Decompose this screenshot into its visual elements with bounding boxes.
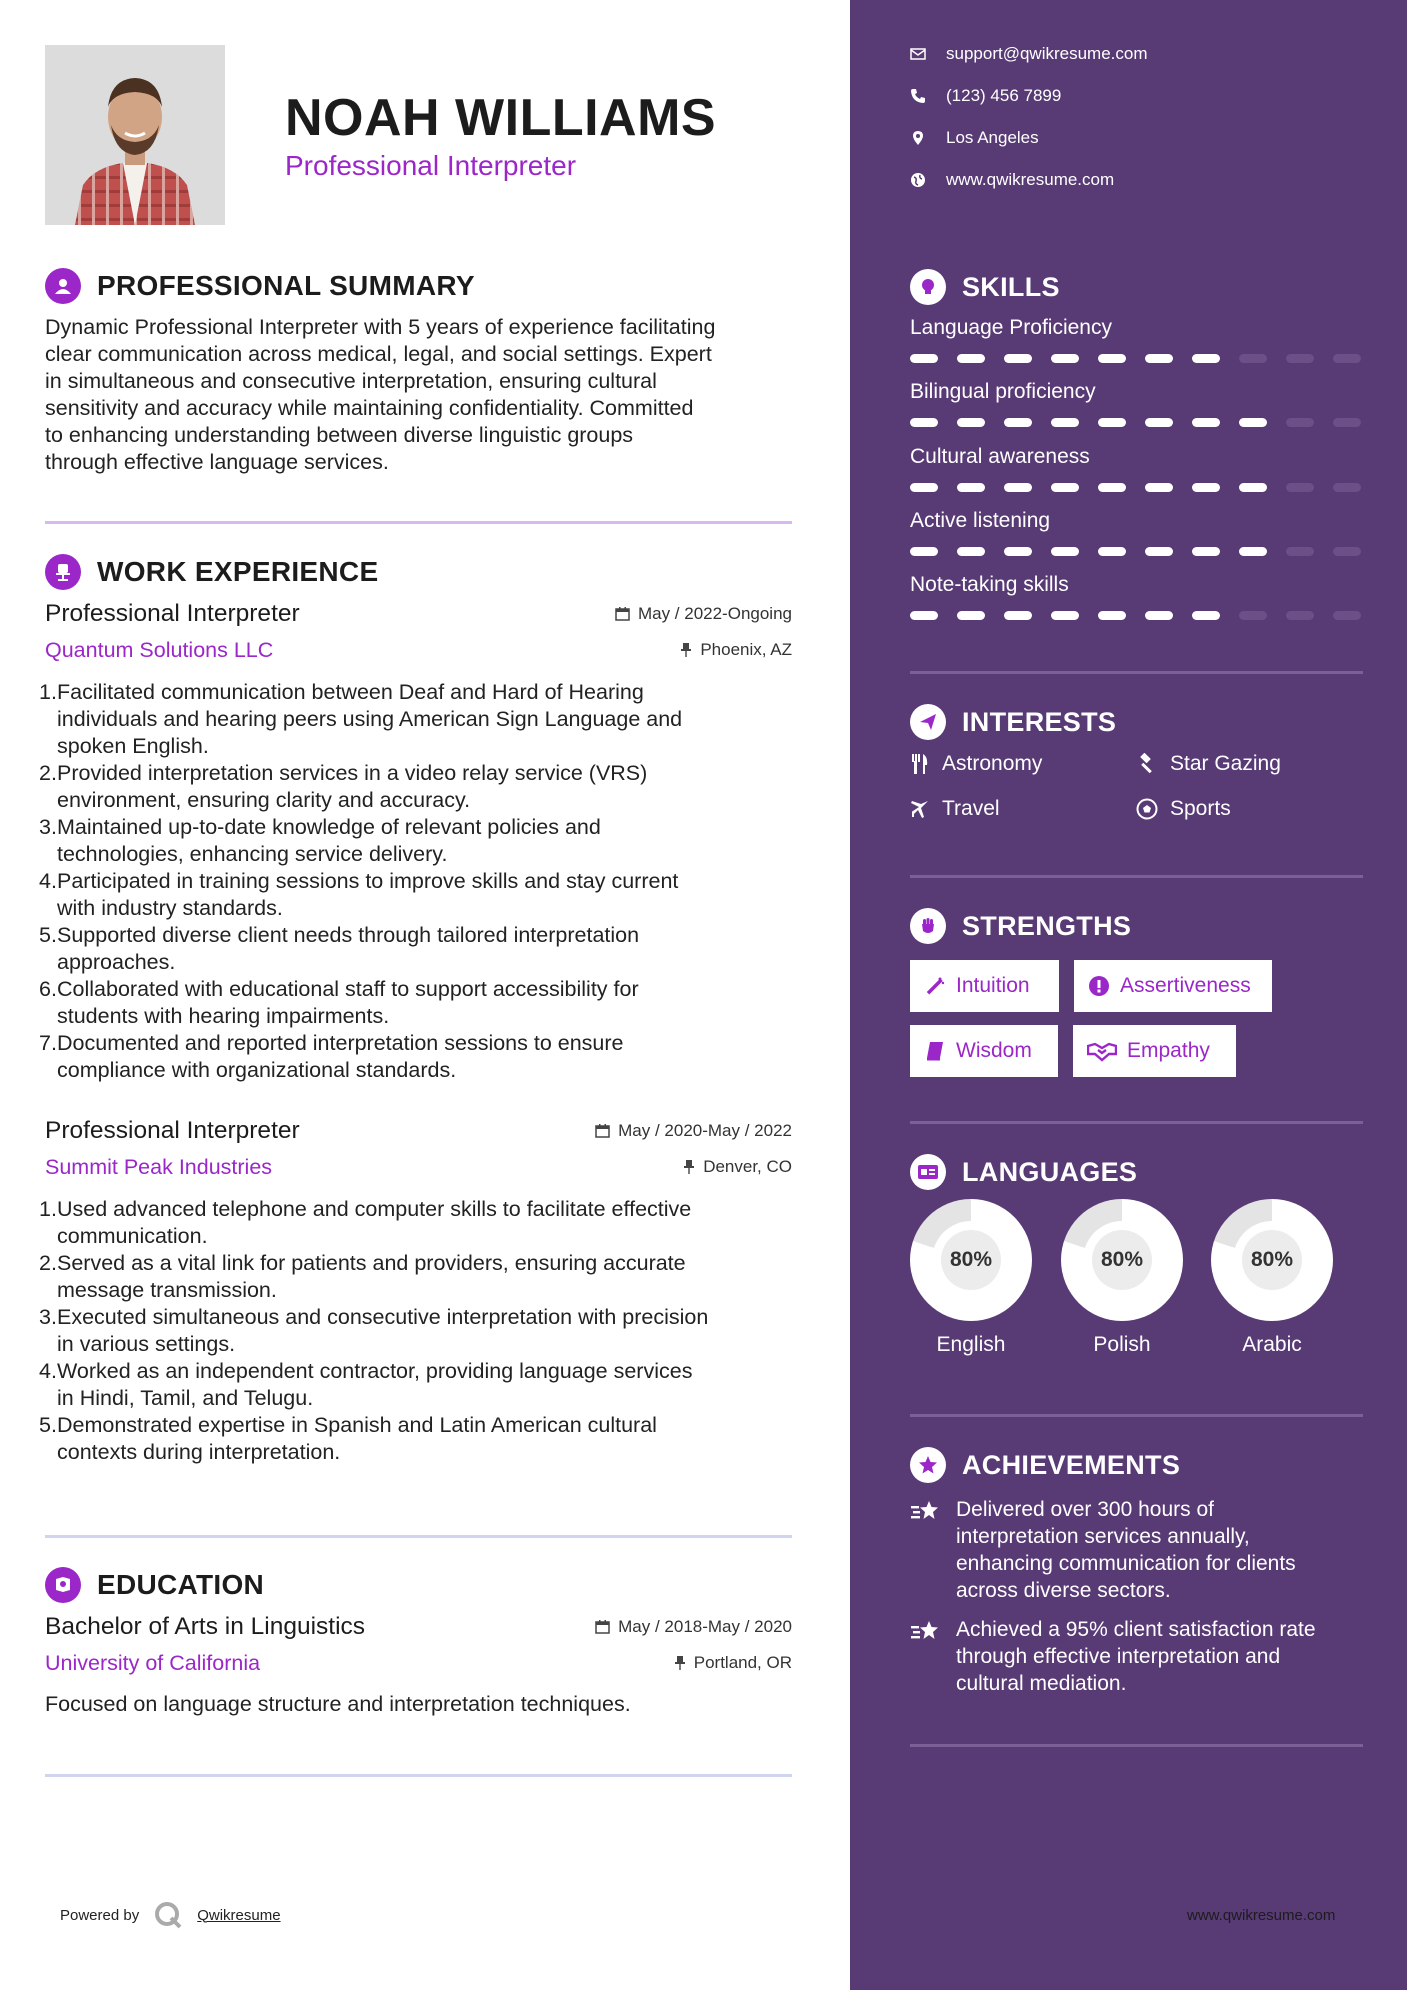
strength-badge — [910, 960, 1059, 1012]
skill-dash-empty — [1333, 354, 1361, 363]
language-percent: 80% — [1242, 1230, 1302, 1290]
skill-level — [910, 483, 1363, 492]
contact-email-text: support@qwikresume.com — [946, 44, 1148, 63]
list-item: 5. Supported diverse client needs through tailored interpretation approaches. — [39, 923, 640, 974]
skill-dash-filled — [1145, 483, 1173, 492]
skill-level — [910, 354, 1363, 363]
footer-site[interactable]: www.qwikresume.com — [1187, 1907, 1336, 1924]
magic-wand-icon — [924, 975, 946, 997]
section-divider — [45, 521, 792, 524]
skill-name: Language Proficiency — [910, 316, 1112, 339]
list-item: 1. Facilitated communication between Deaf and Hard of Hearing individuals and hearing peers using American Sign Language and spoken English. — [39, 680, 683, 758]
job-date — [615, 604, 792, 624]
skill-dash-empty — [1239, 354, 1267, 363]
shooting-star-icon — [910, 1618, 942, 1644]
section-divider — [45, 1774, 792, 1777]
skill-dash-filled — [1192, 611, 1220, 620]
soccer-ball-icon — [1136, 798, 1158, 820]
skill-item — [910, 573, 1363, 620]
strength-label: Intuition — [956, 974, 1030, 997]
utensils-icon — [910, 753, 930, 775]
skill-dash-filled — [910, 418, 938, 427]
strength-badge — [1074, 960, 1272, 1012]
interest-label: Astronomy — [942, 752, 1043, 775]
skill-dash-filled — [957, 483, 985, 492]
list-item: 4. Participated in training sessions to improve skills and stay current with industry standards. — [39, 869, 679, 920]
pin-icon — [683, 1159, 695, 1174]
contact-location-text: Los Angeles — [946, 128, 1039, 147]
strength-badge — [910, 1025, 1058, 1077]
list-item: 4. Worked as an independent contractor, providing language services in Hindi, Tamil, and Telugu. — [39, 1359, 693, 1410]
skill-dash-filled — [910, 354, 938, 363]
skill-dash-filled — [1098, 354, 1126, 363]
list-item: 1. Used advanced telephone and computer skills to facilitate effective communication. — [39, 1197, 692, 1248]
language-name: Polish — [1093, 1333, 1151, 1356]
contact-phone-text: (123) 456 7899 — [946, 86, 1062, 105]
list-item: 2. Served as a vital link for patients and providers, ensuring accurate message transmission. — [39, 1251, 686, 1302]
skill-dash-filled — [1004, 483, 1032, 492]
summary-line: clear communication across medical, legal, and social settings. Expert — [45, 342, 712, 366]
skill-dash-empty — [1286, 354, 1314, 363]
skill-dash-empty — [1239, 611, 1267, 620]
education-heading: EDUCATION — [97, 1569, 265, 1600]
calendar-icon — [595, 1123, 610, 1138]
interest-item — [910, 752, 1042, 776]
section-divider — [910, 1414, 1363, 1417]
skill-name: Note-taking skills — [910, 573, 1069, 596]
skill-dash-filled — [957, 547, 985, 556]
job-location-text: Phoenix, AZ — [700, 639, 792, 659]
section-divider — [910, 671, 1363, 674]
contact-website[interactable] — [910, 170, 1114, 190]
skill-name: Bilingual proficiency — [910, 380, 1096, 403]
section-divider — [910, 1121, 1363, 1124]
list-item: 5. Demonstrated expertise in Spanish and Latin American cultural contexts during interpretation. — [39, 1413, 657, 1464]
skill-dash-filled — [1192, 483, 1220, 492]
strength-label: Assertiveness — [1120, 974, 1251, 997]
brand-link[interactable]: Qwikresume — [197, 1906, 281, 1924]
job-location-text: Denver, CO — [703, 1156, 792, 1176]
skill-dash-empty — [1286, 611, 1314, 620]
skill-dash-filled — [910, 547, 938, 556]
education-location — [674, 1653, 792, 1673]
skill-dash-filled — [1051, 418, 1079, 427]
interest-item — [1136, 797, 1231, 821]
skill-name: Active listening — [910, 509, 1051, 532]
job-bullets — [39, 679, 792, 1084]
achievements-heading: ACHIEVEMENTS — [962, 1449, 1181, 1480]
job-date-text: May / 2020-May / 2022 — [618, 1120, 792, 1140]
job-entry — [39, 1117, 792, 1466]
list-item: 7. Documented and reported interpretation sessions to ensure compliance with organizational standards. — [39, 1031, 624, 1082]
language-percent: 80% — [941, 1230, 1001, 1290]
skill-dash-empty — [1333, 483, 1361, 492]
job-company: Summit Peak Industries — [45, 1155, 273, 1179]
skill-item — [910, 380, 1363, 427]
skill-dash-filled — [957, 354, 985, 363]
skills-heading: SKILLS — [962, 271, 1060, 302]
user-icon — [45, 268, 81, 304]
interests-heading: INTERESTS — [962, 706, 1117, 737]
calendar-icon — [615, 606, 630, 621]
section-divider — [45, 1535, 792, 1538]
candidate-title: Professional Interpreter — [285, 150, 577, 181]
gavel-icon — [1136, 753, 1158, 775]
job-company: Quantum Solutions LLC — [45, 638, 274, 662]
skill-dash-filled — [1098, 483, 1126, 492]
paper-plane-icon — [910, 704, 946, 740]
interest-label: Sports — [1170, 797, 1231, 820]
envelope-icon — [910, 46, 926, 62]
qwikresume-logo-icon — [153, 1900, 183, 1930]
education-description: Focused on language structure and interpretation techniques. — [45, 1692, 631, 1716]
job-entry — [39, 600, 792, 1084]
skill-dash-filled — [1239, 547, 1267, 556]
language-item — [1061, 1199, 1183, 1357]
strength-badge — [1073, 1025, 1236, 1077]
summary-line: in simultaneous and consecutive interpretation, ensuring cultural — [45, 369, 657, 393]
skill-dash-filled — [1098, 547, 1126, 556]
summary-line: through effective language services. — [45, 450, 389, 474]
skill-dash-filled — [910, 611, 938, 620]
summary-section-header — [45, 268, 475, 304]
globe-icon — [910, 172, 926, 188]
list-item: 3. Executed simultaneous and consecutive interpretation with precision in various settings. — [39, 1305, 709, 1356]
contact-location — [910, 128, 1039, 148]
skill-dash-filled — [1098, 418, 1126, 427]
skill-dash-filled — [957, 611, 985, 620]
skill-dash-filled — [1145, 611, 1173, 620]
section-divider — [910, 1744, 1363, 1747]
language-icon — [910, 1154, 946, 1190]
summary-heading: PROFESSIONAL SUMMARY — [97, 270, 475, 301]
exclamation-circle-icon — [1088, 975, 1110, 997]
language-progress-ring — [1211, 1199, 1333, 1321]
skill-dash-filled — [1004, 611, 1032, 620]
plane-icon — [910, 799, 930, 819]
contact-email[interactable] — [910, 44, 1148, 64]
interest-item — [1136, 752, 1281, 776]
language-percent: 80% — [1092, 1230, 1152, 1290]
graduation-icon — [45, 1567, 81, 1603]
skill-dash-filled — [1004, 354, 1032, 363]
profile-photo — [45, 45, 225, 225]
list-item: 2. Provided interpretation services in a video relay service (VRS) environment, ensuring clarity and accuracy. — [39, 761, 648, 812]
interest-item — [910, 797, 1000, 821]
chair-icon — [45, 554, 81, 590]
skill-level — [910, 611, 1363, 620]
skill-level — [910, 418, 1363, 427]
skill-dash-empty — [1333, 611, 1361, 620]
education-section-header — [45, 1567, 264, 1603]
skill-item — [910, 445, 1363, 492]
shooting-star-icon — [910, 1498, 942, 1524]
work-heading: WORK EXPERIENCE — [97, 556, 379, 587]
summary-line: to enhancing understanding between diverse linguistic groups — [45, 423, 634, 447]
education-entry — [45, 1613, 792, 1717]
contact-phone[interactable] — [910, 86, 1061, 106]
degree: Bachelor of Arts in Linguistics — [45, 1613, 366, 1640]
job-location — [683, 1157, 792, 1177]
skill-dash-filled — [1145, 547, 1173, 556]
language-name: English — [936, 1333, 1006, 1356]
interests-section-header — [910, 704, 1116, 740]
skill-dash-empty — [1286, 418, 1314, 427]
language-item — [910, 1199, 1032, 1357]
phone-icon — [910, 88, 926, 104]
skill-dash-filled — [1051, 611, 1079, 620]
list-item: 6. Collaborated with educational staff to support accessibility for students with hearing impairments. — [39, 977, 639, 1028]
pin-icon — [674, 1655, 686, 1670]
strengths-section-header — [910, 908, 1131, 944]
skill-dash-empty — [1333, 418, 1361, 427]
summary-line: Dynamic Professional Interpreter with 5 years of experience facilitating — [45, 315, 716, 339]
summary-text — [45, 314, 795, 476]
summary-line: sensitivity and accuracy while maintaining confidentiality. Committed — [45, 396, 694, 420]
skill-dash-filled — [1051, 354, 1079, 363]
strength-label: Empathy — [1127, 1039, 1210, 1062]
skill-name: Cultural awareness — [910, 445, 1090, 468]
skill-dash-filled — [1098, 611, 1126, 620]
strengths-heading: STRENGTHS — [962, 910, 1132, 941]
skill-dash-filled — [1192, 418, 1220, 427]
work-section-header — [45, 554, 378, 590]
achievement-item: Delivered over 300 hours of interpretation services annually, enhancing communication for clients across diverse sectors. — [910, 1496, 1363, 1604]
job-date-text: May / 2022-Ongoing — [637, 603, 792, 623]
skill-dash-filled — [1051, 483, 1079, 492]
section-divider — [910, 875, 1363, 878]
book-icon — [924, 1040, 946, 1062]
language-progress-ring — [1061, 1199, 1183, 1321]
interest-label: Star Gazing — [1170, 752, 1281, 775]
skill-item — [910, 509, 1363, 556]
skills-section-header — [910, 269, 1060, 305]
skill-dash-empty — [1286, 547, 1314, 556]
job-title: Professional Interpreter — [45, 600, 300, 627]
school: University of California — [45, 1651, 261, 1675]
candidate-name: NOAH WILLIAMS — [285, 89, 717, 147]
star-badge-icon — [910, 1447, 946, 1483]
skill-dash-filled — [1239, 483, 1267, 492]
skill-dash-empty — [1333, 547, 1361, 556]
skill-dash-filled — [1192, 547, 1220, 556]
powered-by — [60, 1900, 281, 1930]
handshake-icon — [1087, 1040, 1117, 1062]
skill-dash-filled — [1004, 418, 1032, 427]
skill-dash-filled — [957, 418, 985, 427]
job-title: Professional Interpreter — [45, 1117, 300, 1144]
skill-level — [910, 547, 1363, 556]
skill-dash-filled — [910, 483, 938, 492]
skill-dash-empty — [1286, 483, 1314, 492]
language-progress-ring — [910, 1199, 1032, 1321]
list-item: 3. Maintained up-to-date knowledge of relevant policies and technologies, enhancing service delivery. — [39, 815, 601, 866]
powered-by-text: Powered by — [60, 1906, 140, 1924]
education-location-text: Portland, OR — [693, 1652, 792, 1672]
skill-dash-filled — [1239, 418, 1267, 427]
skill-item — [910, 316, 1363, 363]
pin-icon — [680, 642, 692, 657]
language-item — [1211, 1199, 1333, 1357]
interest-label: Travel — [942, 797, 1000, 820]
contact-website-text: www.qwikresume.com — [946, 170, 1115, 189]
achievements-section-header — [910, 1447, 1180, 1483]
job-bullets — [39, 1196, 792, 1466]
fist-icon — [910, 908, 946, 944]
language-name: Arabic — [1242, 1333, 1302, 1356]
achievement-item: Achieved a 95% client satisfaction rate through effective interpretation and cultural mediation. — [910, 1616, 1363, 1697]
skill-dash-filled — [1192, 354, 1220, 363]
skill-dash-filled — [1004, 547, 1032, 556]
strength-label: Wisdom — [956, 1039, 1032, 1062]
calendar-icon — [595, 1619, 610, 1634]
skill-dash-filled — [1051, 547, 1079, 556]
languages-section-header — [910, 1154, 1137, 1190]
map-marker-icon — [910, 130, 926, 146]
job-location — [680, 640, 792, 660]
skill-dash-filled — [1145, 418, 1173, 427]
lightbulb-icon — [910, 269, 946, 305]
skill-dash-filled — [1145, 354, 1173, 363]
languages-heading: LANGUAGES — [962, 1156, 1138, 1187]
education-date-text: May / 2018-May / 2020 — [618, 1616, 792, 1636]
education-date — [595, 1617, 792, 1637]
job-date — [595, 1121, 792, 1141]
